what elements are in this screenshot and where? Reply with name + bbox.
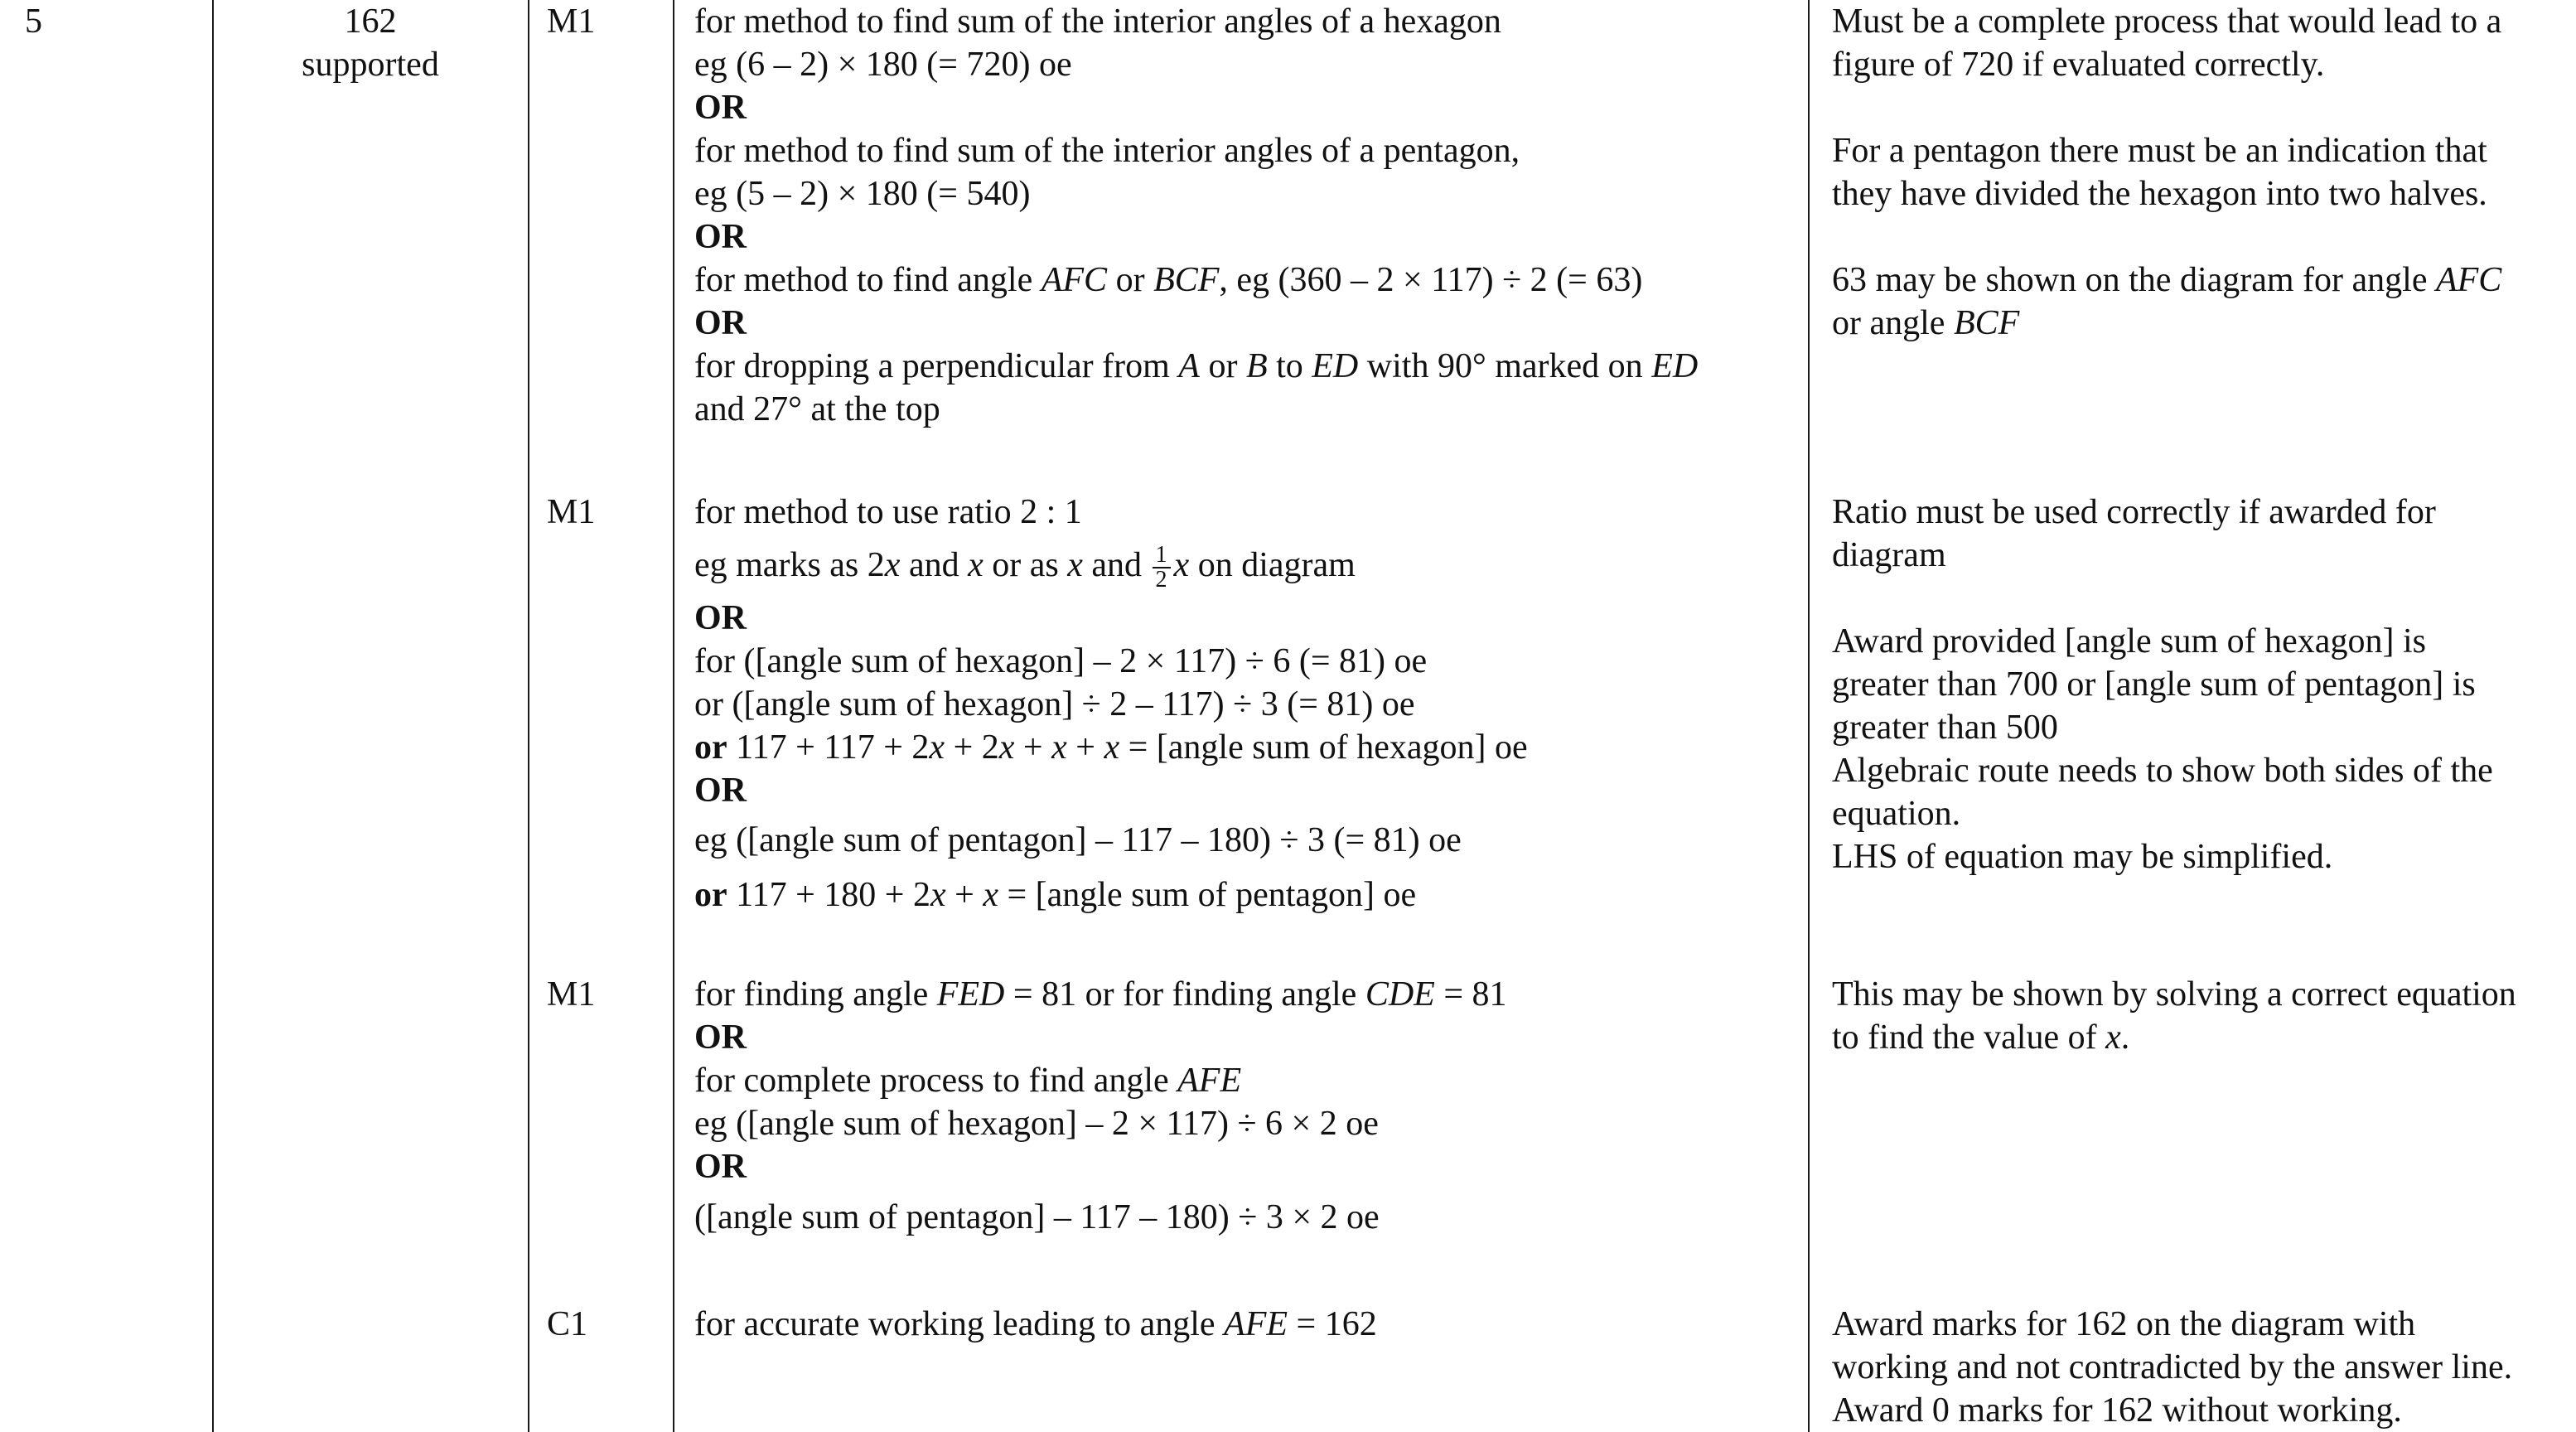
working-line: for ([angle sum of hexagon] – 2 × 117) ÷ 6 (= 81) oe [694, 642, 1428, 680]
note-line: they have divided the hexagon into two halves. [1832, 175, 2487, 213]
working-cell [694, 491, 1528, 922]
note-line: Must be a complete process that would lead to a [1832, 2, 2502, 41]
fraction-one-half: $\frac{1}{2}$ [1153, 544, 1171, 592]
mark-code: M1 [547, 493, 596, 531]
note-line: For a pentagon there must be an indication that [1832, 132, 2487, 170]
notes-cell [1832, 0, 2501, 345]
note-line: or angle BCF [1832, 304, 2020, 342]
note-line: working and not contradicted by the answer line. [1832, 1348, 2513, 1386]
note-line: Algebraic route needs to show both sides of the [1832, 752, 2493, 790]
note-line: greater than 700 or [angle sum of pentagon] is [1832, 665, 2476, 704]
column-divider-2 [528, 0, 529, 1432]
or-separator: OR [694, 1018, 747, 1057]
working-line: for method to find sum of the interior angles of a pentagon, [694, 132, 1520, 170]
notes-cell [1832, 1303, 2512, 1432]
working-line: ([angle sum of pentagon] – 117 – 180) ÷ 3 × 2 oe [694, 1198, 1380, 1236]
note-line: to find the value of x. [1832, 1018, 2130, 1057]
or-separator: OR [694, 304, 747, 342]
note-line: This may be shown by solving a correct equation [1832, 975, 2516, 1014]
working-line: for method to find angle AFC or BCF, eg (360 – 2 × 117) ÷ 2 (= 63) [694, 261, 1643, 299]
note-line: equation. [1832, 795, 1961, 833]
working-line: eg ([angle sum of pentagon] – 117 – 180) ÷ 3 (= 81) oe [694, 821, 1462, 859]
answer-qualifier: supported [302, 46, 439, 84]
working-cell [694, 1303, 1377, 1346]
column-divider-4 [1808, 0, 1810, 1432]
answer-cell [292, 0, 449, 86]
column-divider-3 [673, 0, 674, 1432]
note-line: Award provided [angle sum of hexagon] is [1832, 622, 2426, 660]
working-line: eg (6 – 2) × 180 (= 720) oe [694, 46, 1072, 84]
working-line: or 117 + 180 + 2x + x = [angle sum of pentagon] oe [694, 876, 1417, 914]
notes-cell [1832, 973, 2516, 1059]
note-line: LHS of equation may be simplified. [1832, 838, 2333, 876]
working-cell [694, 0, 1698, 431]
working-cell [694, 973, 1507, 1246]
note-line: diagram [1832, 536, 1946, 574]
working-line: for finding angle FED = 81 or for finding angle CDE = 81 [694, 975, 1507, 1014]
note-spacer [1832, 577, 2493, 620]
working-line: for accurate working leading to angle AFE = 162 [694, 1305, 1377, 1343]
working-line: for dropping a perpendicular from A or B to ED with 90° marked on ED [694, 347, 1699, 385]
question-number: 5 [25, 2, 42, 41]
notes-cell [1832, 491, 2493, 878]
or-separator: OR [694, 772, 747, 810]
working-line: or 117 + 117 + 2x + 2x + x + x = [angle sum of hexagon] oe [694, 728, 1528, 767]
note-spacer [1832, 86, 2501, 129]
or-separator: OR [694, 1148, 747, 1186]
column-divider-1 [212, 0, 214, 1432]
note-line: Ratio must be used correctly if awarded for [1832, 493, 2436, 531]
note-line: greater than 500 [1832, 709, 2058, 747]
working-line: eg marks as 2x and x or as x and $\frac{1}{2}$ x on diagram [694, 542, 1356, 593]
or-separator: OR [694, 89, 747, 127]
working-line: for complete process to find angle AFE [694, 1062, 1242, 1100]
mark-code: C1 [547, 1305, 588, 1343]
working-line: for method to find sum of the interior angles of a hexagon [694, 2, 1501, 41]
answer-value: 162 [344, 2, 397, 41]
note-line: 63 may be shown on the diagram for angle AFC [1832, 261, 2502, 299]
note-line: figure of 720 if evaluated correctly. [1832, 46, 2325, 84]
note-line: Award marks for 162 on the diagram with [1832, 1305, 2416, 1343]
note-line: Award 0 marks for 162 without working. [1832, 1391, 2402, 1430]
note-spacer [1832, 215, 2501, 259]
working-line: eg (5 – 2) × 180 (= 540) [694, 175, 1031, 213]
mark-code: M1 [547, 975, 596, 1014]
or-separator: OR [694, 218, 747, 256]
or-separator: OR [694, 599, 747, 637]
working-line: or ([angle sum of hexagon] ÷ 2 – 117) ÷ 3 (= 81) oe [694, 685, 1415, 723]
working-line: eg ([angle sum of hexagon] – 2 × 117) ÷ 6 × 2 oe [694, 1105, 1379, 1143]
working-line: for method to use ratio 2 : 1 [694, 493, 1082, 531]
mark-code: M1 [547, 2, 596, 41]
working-line: and 27° at the top [694, 390, 940, 428]
